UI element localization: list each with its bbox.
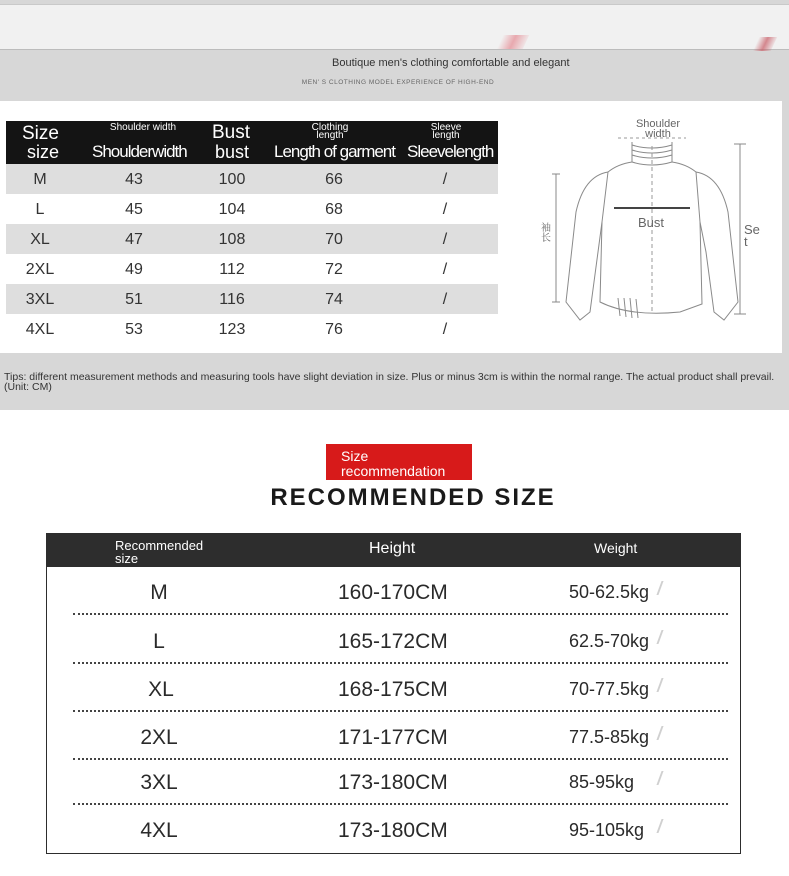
decorative-mark <box>656 581 675 595</box>
size-cell-length: 68 <box>325 201 343 218</box>
decorative-mark <box>656 819 675 833</box>
diagram-sleeve-label: 袖长 <box>541 223 551 244</box>
recommended-size-title: RECOMMENDED SIZE <box>270 484 556 511</box>
size-cell-sleeve: / <box>442 231 448 248</box>
size-cell-size: XL <box>30 231 50 248</box>
header-strip <box>0 4 789 50</box>
row-divider <box>73 803 728 805</box>
height-cell: 168-175CM <box>338 678 448 701</box>
header-height: Height <box>369 540 416 557</box>
size-table-row <box>6 194 498 224</box>
decorative-mark <box>656 726 675 740</box>
row-divider <box>73 662 728 664</box>
size-cell-bust: 108 <box>218 231 246 248</box>
size-cell-shoulder: 47 <box>125 231 143 248</box>
header-weight: Weight <box>594 540 638 556</box>
size-table-row <box>6 224 498 254</box>
size-cell-length: 72 <box>325 261 343 278</box>
recommended-size-cell: L <box>153 630 165 653</box>
recommendation-row <box>47 714 740 762</box>
recommended-size-cell: 3XL <box>140 771 178 794</box>
size-cell-sleeve: / <box>442 321 448 338</box>
row-divider <box>73 613 728 615</box>
header-bust-cn: bust <box>215 142 250 162</box>
recommendation-row <box>47 666 740 714</box>
size-cell-sleeve: / <box>442 261 448 278</box>
size-cell-length: 74 <box>325 291 343 308</box>
size-cell-sleeve: / <box>442 291 448 308</box>
height-cell: 173-180CM <box>338 771 448 794</box>
size-chart-panel <box>0 0 789 410</box>
weight-cell: 85-95kg <box>569 772 635 792</box>
size-cell-shoulder: 49 <box>125 261 143 278</box>
recommended-size-cell: 2XL <box>140 726 178 749</box>
height-cell: 165-172CM <box>338 630 448 653</box>
height-cell: 173-180CM <box>338 819 448 842</box>
header-sleeve-small: Sleeve length <box>430 122 462 141</box>
recommendation-row <box>47 807 740 855</box>
recommendation-row <box>47 618 740 666</box>
decorative-mark <box>753 37 778 51</box>
brand-subtitle: MEN' S CLOTHING MODEL EXPERIENCE OF HIGH-END <box>301 79 495 86</box>
weight-cell: 77.5-85kg <box>569 727 650 747</box>
brand-title: Boutique men's clothing comfortable and elegant <box>332 57 570 69</box>
header-shoulder-big: Shoulderwidth <box>92 142 187 161</box>
header-length-big: Length of garment <box>274 142 395 161</box>
size-cell-size: M <box>33 171 47 188</box>
row-divider <box>73 710 728 712</box>
tips-text: Tips: different measurement methods and measuring tools have slight deviation in size. Plus or minus 3cm is within the normal range. The actual product shall prevail. (Unit: CM) <box>4 371 775 393</box>
size-cell-length: 70 <box>325 231 343 248</box>
diagram-shoulder-label: Shoulder width <box>635 118 681 140</box>
size-cell-size: L <box>35 201 45 218</box>
decorative-mark <box>656 630 675 644</box>
header-bust-en: Bust <box>212 122 251 143</box>
size-table-header <box>6 121 498 164</box>
size-cell-bust: 116 <box>219 291 245 308</box>
decorative-mark <box>656 771 675 785</box>
recommendation-table-header <box>47 534 740 567</box>
recommended-size-cell: XL <box>148 678 174 701</box>
header-length-small: Clothing length <box>311 122 349 141</box>
size-recommendation-badge: Size recommendation <box>326 444 472 480</box>
recommended-size-cell: 4XL <box>140 819 178 842</box>
size-cell-size: 3XL <box>25 291 55 308</box>
size-cell-length: 66 <box>325 171 343 188</box>
size-table <box>6 121 498 344</box>
header-size-en: Size <box>22 123 59 144</box>
header-recommended-size: Recommended size <box>115 538 204 566</box>
size-cell-sleeve: / <box>442 171 448 188</box>
size-table-row <box>6 314 498 344</box>
header-shoulder-small: Shoulder width <box>109 122 177 133</box>
size-cell-sleeve: / <box>442 201 448 218</box>
recommendation-table <box>46 533 741 854</box>
recommended-size-cell: M <box>150 581 168 604</box>
size-cell-shoulder: 51 <box>125 291 143 308</box>
size-cell-bust: 104 <box>218 201 246 218</box>
size-cell-length: 76 <box>325 321 343 338</box>
diagram-length-label: Set <box>744 222 760 249</box>
decorative-mark <box>656 678 675 692</box>
size-cell-shoulder: 43 <box>125 171 143 188</box>
weight-cell: 70-77.5kg <box>569 679 650 699</box>
decorative-mark <box>497 35 530 49</box>
weight-cell: 62.5-70kg <box>569 631 650 651</box>
size-cell-size: 4XL <box>25 321 55 338</box>
header-sleeve-big: Sleevelength <box>407 142 494 161</box>
weight-cell: 50-62.5kg <box>569 582 650 602</box>
size-cell-size: 2XL <box>25 261 55 278</box>
weight-cell: 95-105kg <box>569 820 645 840</box>
height-cell: 160-170CM <box>338 581 448 604</box>
size-table-row <box>6 164 498 194</box>
height-cell: 171-177CM <box>338 726 448 749</box>
size-cell-shoulder: 45 <box>125 201 143 218</box>
size-cell-bust: 112 <box>219 261 245 278</box>
size-table-row <box>6 254 498 284</box>
recommendation-row <box>47 759 740 807</box>
size-cell-bust: 100 <box>218 171 246 188</box>
diagram-bust-label: Bust <box>637 215 664 230</box>
size-cell-shoulder: 53 <box>125 321 143 338</box>
size-table-row <box>6 284 498 314</box>
recommendation-row <box>47 569 740 617</box>
header-size-cn: size <box>27 142 60 162</box>
garment-diagram <box>540 112 780 342</box>
size-cell-bust: 123 <box>218 321 246 338</box>
